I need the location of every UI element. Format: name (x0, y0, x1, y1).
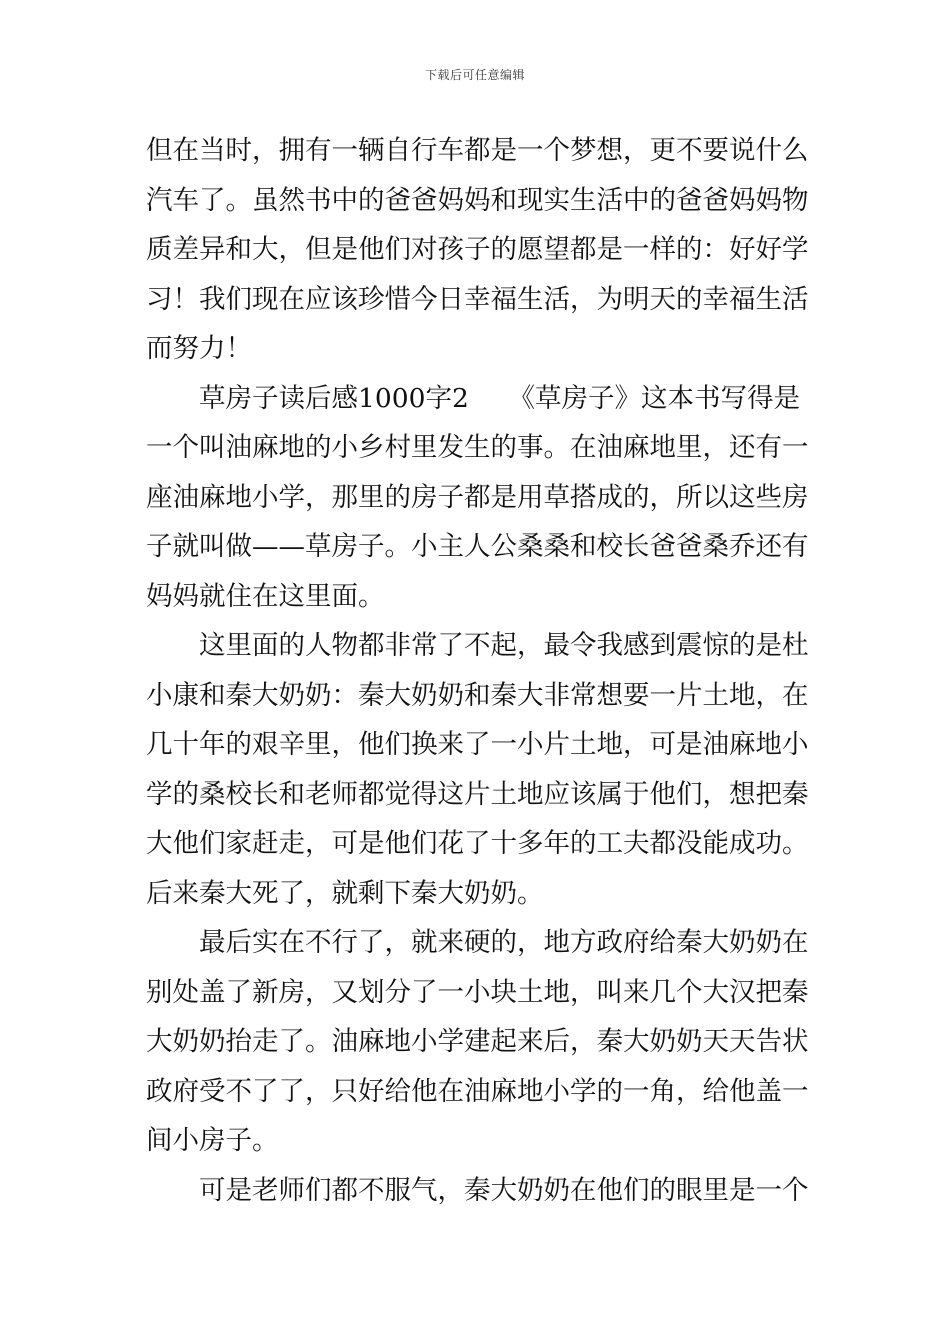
text-line: 后来秦大死了，就剩下秦大奶奶。 (146, 877, 544, 909)
text-line: 学的桑校长和老师都觉得这片土地应该属于他们，想把秦 (146, 778, 809, 810)
text-line: 汽车了。虽然书中的爸爸妈妈和现实生活中的爸爸妈妈物 (146, 184, 809, 216)
text-line: 而努力！ (146, 333, 252, 364)
paragraph-3 (146, 621, 809, 918)
text-line: 草房子读后感1000字2 《草房子》这本书写得是 (199, 382, 801, 414)
paragraph-4 (146, 918, 809, 1166)
text-line: 政府受不了了，只好给他在油麻地小学的一角，给他盖一 (146, 1075, 809, 1107)
text-line: 妈妈就住在这里面。 (146, 580, 385, 612)
paragraph-1 (146, 126, 809, 374)
text-line: 最后实在不行了，就来硬的，地方政府给秦大奶奶在 (199, 927, 809, 958)
text-line: 可是老师们都不服气，秦大奶奶在他们的眼里是一个 (199, 1174, 809, 1206)
text-line: 一个叫油麻地的小乡村里发生的事。在油麻地里，还有一 (146, 432, 809, 463)
text-line: 但在当时，拥有一辆自行车都是一个梦想，更不要说什么 (146, 135, 809, 166)
text-line: 大奶奶抬走了。油麻地小学建起来后，秦大奶奶天天告状 (146, 1026, 809, 1057)
text-line: 别处盖了新房，又划分了一小块土地，叫来几个大汉把秦 (146, 976, 809, 1008)
text-line: 小康和秦大奶奶：秦大奶奶和秦大非常想要一片土地，在 (146, 679, 809, 711)
document-body (146, 126, 809, 1215)
text-line: 间小房子。 (146, 1125, 279, 1156)
text-line: 座油麻地小学，那里的房子都是用草搭成的，所以这些房 (146, 481, 809, 513)
text-line: 子就叫做——草房子。小主人公桑桑和校长爸爸桑乔还有 (146, 531, 809, 562)
paragraph-2 (146, 374, 809, 622)
text-line: 这里面的人物都非常了不起，最令我感到震惊的是杜 (199, 630, 809, 661)
text-line: 几十年的艰辛里，他们换来了一小片土地，可是油麻地小 (146, 729, 809, 760)
paragraph-5 (146, 1166, 809, 1216)
text-line: 习！我们现在应该珍惜今日幸福生活，为明天的幸福生活 (146, 283, 809, 315)
page-header: 下载后可任意编辑 (424, 68, 525, 82)
text-line: 质差异和大，但是他们对孩子的愿望都是一样的：好好学 (146, 234, 809, 265)
text-line: 大他们家赶走，可是他们花了十多年的工夫都没能成功。 (146, 828, 809, 859)
